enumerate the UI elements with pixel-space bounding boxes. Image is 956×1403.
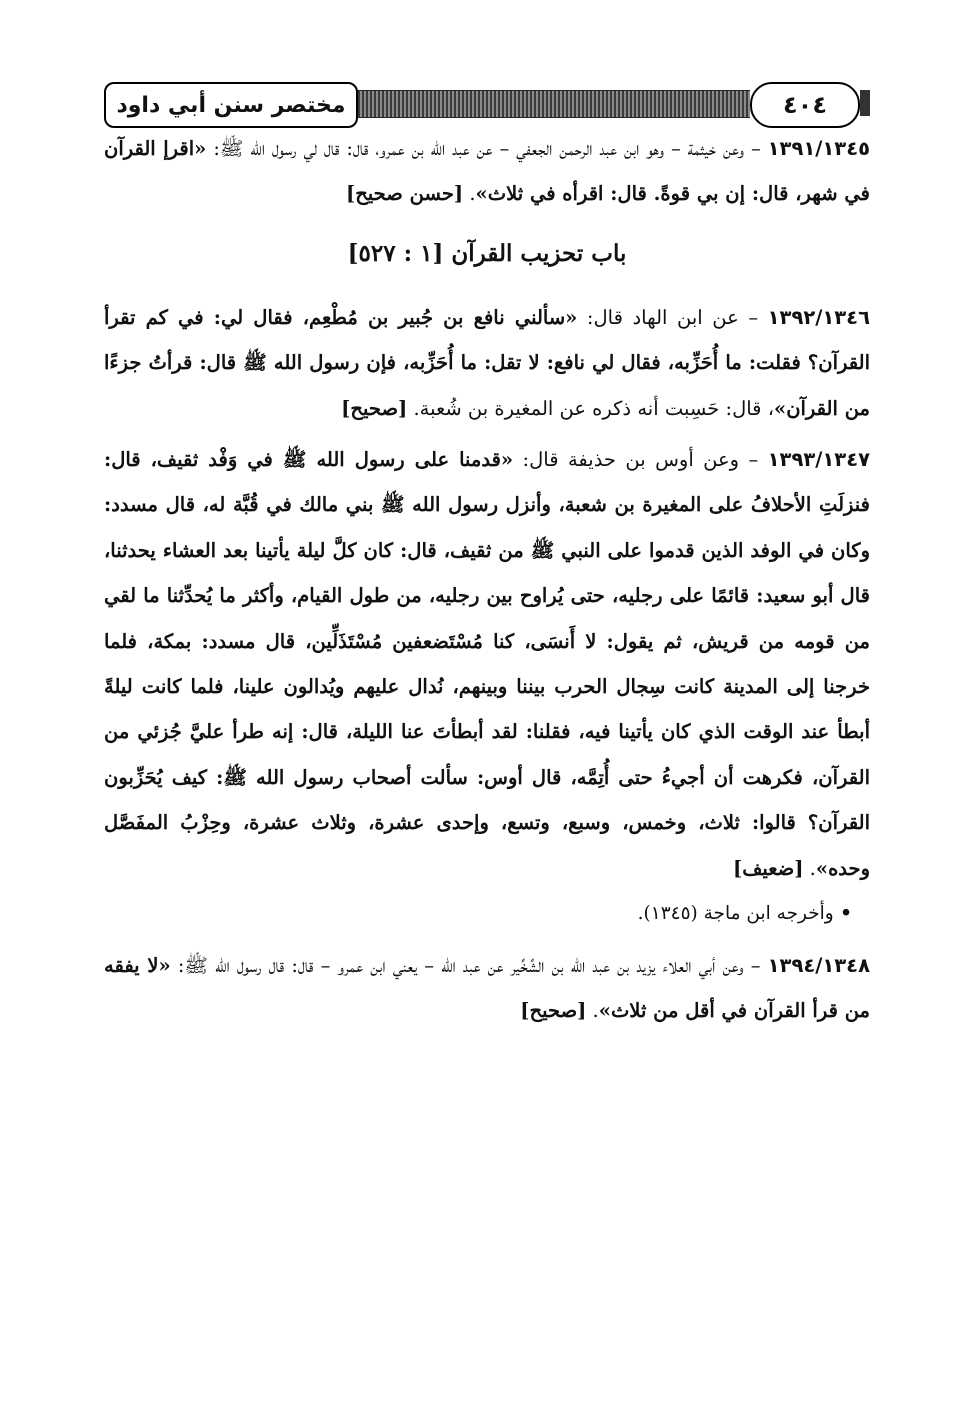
hadith-quote: «سألني نافع بن جُبير بن مُطْعِم، فقال لي: في كم تقرأ القرآن؟ فقلت: ما أُحَزِّبه، فقال لي نافع: لا تقل: ما أُحَزِّبه، فإن رسول الله ﷺ قال: قرأتُ جزءًا من القرآن» [104, 305, 870, 420]
hadith-number: ١٣٩٢/١٣٤٦ [767, 305, 870, 329]
dash: – [744, 137, 768, 160]
hadith-grade: [ضعيف] [732, 856, 804, 880]
header-bar-end [860, 90, 870, 116]
hadith-grade: [صحيح] [341, 396, 408, 420]
hadith-end: . [586, 998, 599, 1022]
hadith-number: ١٣٩٣/١٣٤٧ [767, 448, 870, 472]
hadith-intro: عن ابن الهاد قال: [577, 305, 739, 329]
note-text: وأخرجه ابن ماجة (١٣٤٥). [637, 903, 834, 925]
hadith-1393 [104, 437, 870, 891]
page-header [104, 82, 870, 130]
page-number: ٤٠٤ [750, 82, 860, 128]
page-body [104, 126, 870, 1033]
hadith-quote: «اقرإ القرآن في شهر، قال: إن بي قوةً. قال: اقرأه في ثلاث» [104, 137, 870, 206]
hadith-grade: [حسن صحيح] [345, 182, 464, 206]
dash: – [739, 448, 768, 472]
hadith-intro: وعن خيثمة – وهو ابن عبد الرحمن الجعفي – عن عبد الله بن عمرو، قال: قال لي رسول الله ﷺ: [206, 137, 744, 160]
dash: – [743, 953, 768, 977]
dash: – [738, 305, 768, 329]
hadith-grade: [صحيح] [520, 998, 587, 1022]
hadith-1391 [104, 126, 870, 217]
hadith-number: ١٣٩١/١٣٤٥ [767, 137, 870, 160]
header-decorative-bar [354, 90, 750, 118]
hadith-end: . [803, 856, 816, 880]
hadith-intro: وعن أوس بن حذيفة قال: [513, 448, 740, 472]
hadith-quote: «لا يفقه من قرأ القرآن في أقل من ثلاث» [104, 953, 870, 1022]
hadith-1392 [104, 295, 870, 431]
takhrij-note [104, 891, 870, 936]
hadith-end: . [463, 182, 476, 206]
hadith-1394 [104, 943, 870, 1034]
hadith-quote: «قدمنا على رسول الله ﷺ في وَفْد ثقيف، قال: فنزلَتِ الأحلافُ على المغيرة بن شعبة، وأنزل رسول الله ﷺ بني مالك في قُبَّة له، قال مسدد: وكان في الوفد الذين قدموا على النبي ﷺ من ثقيف، قال: كان كلَّ ليلة يأتينا بعد العشاء يحدثنا، قال أبو سعيد: قائمًا على رجليه، حتى يُراوح بين رجليه، من طول القيام، وأكثر ما يُحدِّثنا ما لقي من قومه من قريش، ثم يقول: لا أَنسَى، كنا مُسْتَضعفين مُسْتَذَلِّين، قال مسدد: بمكة، فلما خرجنا إلى المدينة كانت سِجال الحرب بيننا وبينهم، نُدال عليهم ويُدالون علينا، فلما كانت ليلةً أبطأ عند الوقت الذي كان يأتينا فيه، فقلنا: لقد أبطأتَ عنا الليلة، قال: إنه طرأ عليَّ جُزئي من القرآن، فكرهت أن أجيءُ حتى أُتِمَّه، قال أوس: سألت أصحاب رسول الله ﷺ: كيف يُحَزِّبون القرآن؟ قالوا: ثلاث، وخمس، وسبع، وتسع، وإحدى عشرة، وثلاث عشرة، وحِزْبُ المفَصَّل وحده» [104, 448, 870, 880]
hadith-after: ، قال: حَسِبت أنه ذكره عن المغيرة بن شُعبة. [407, 396, 774, 420]
book-title: مختصر سنن أبي داود [104, 82, 358, 128]
bullet-icon: • [833, 903, 852, 925]
chapter-heading: باب تحزيب القرآن [١ : ٥٢٧] [347, 239, 627, 267]
hadith-number: ١٣٩٤/١٣٤٨ [767, 953, 870, 977]
hadith-intro: وعن أبي العلاء يزيد بن عبد الله بن الشِّخِّير عن عبد الله – يعني ابن عمرو – قال: قال رسول الله ﷺ: [170, 953, 744, 977]
